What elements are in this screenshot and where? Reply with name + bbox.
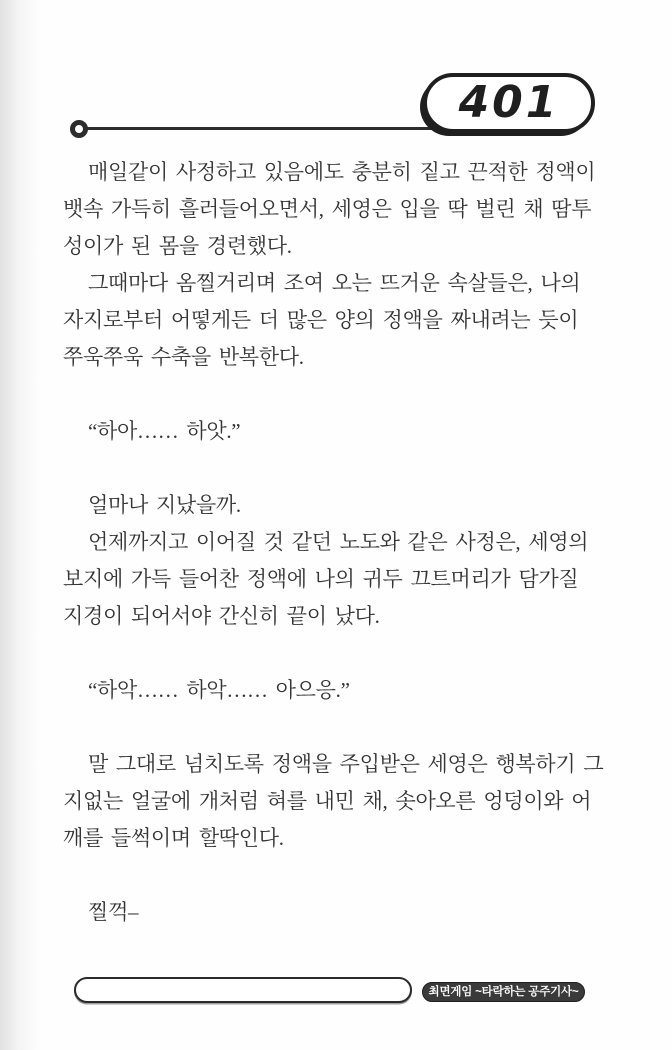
- blank-line: [63, 376, 615, 413]
- text-line: 보지에 가득 들어찬 정액에 나의 귀두 끄트머리가 담가질: [63, 567, 579, 591]
- series-title: 최면게임 ~타락하는 공주기사~: [428, 986, 579, 998]
- blank-line: [63, 450, 615, 487]
- header-rule-line: [86, 127, 446, 130]
- text-line: 얼마나 지났을까.: [88, 493, 241, 517]
- text-line: 매일같이 사정하고 있음에도 충분히 짙고 끈적한 정액이: [88, 160, 596, 184]
- sound-effect-line: 찔꺽–: [88, 900, 139, 924]
- blank-line: [63, 709, 615, 746]
- text-line: 그때마다 옴찔거리며 조여 오는 뜨거운 속살들은, 나의: [88, 271, 581, 295]
- footer-progress-bar: [74, 977, 412, 1003]
- text-line: 뱃속 가득히 흘러들어오면서, 세영은 입을 딱 벌린 채 땀투: [63, 197, 592, 221]
- body-text: [63, 154, 615, 931]
- text-line: 지경이 되어서야 간신히 끝이 났다.: [63, 604, 380, 628]
- page-number-badge: [423, 73, 595, 133]
- text-line: 언제까지고 이어질 것 같던 노도와 같은 사정은, 세영의: [88, 530, 589, 554]
- text-line: 깨를 들썩이며 할딱인다.: [63, 826, 284, 850]
- blank-line: [63, 635, 615, 672]
- text-line: 말 그대로 넘치도록 정액을 주입받은 세영은 행복하기 그: [88, 752, 604, 776]
- page-number: 401: [458, 76, 560, 128]
- text-line: 쭈욱쭈욱 수축을 반복한다.: [63, 345, 304, 369]
- text-line: 성이가 된 몸을 경련했다.: [63, 234, 292, 258]
- blank-line: [63, 857, 615, 894]
- series-title-badge: [422, 982, 585, 1002]
- dialogue-line: “하아…… 하앗.”: [88, 419, 241, 443]
- dialogue-line: “하악…… 하악…… 아으응.”: [88, 678, 350, 702]
- scan-edge-shadow: [0, 0, 40, 1050]
- text-line: 지없는 얼굴에 개처럼 혀를 내민 채, 솟아오른 엉덩이와 어: [63, 789, 592, 813]
- text-line: 자지로부터 어떻게든 더 많은 양의 정액을 짜내려는 듯이: [63, 308, 579, 332]
